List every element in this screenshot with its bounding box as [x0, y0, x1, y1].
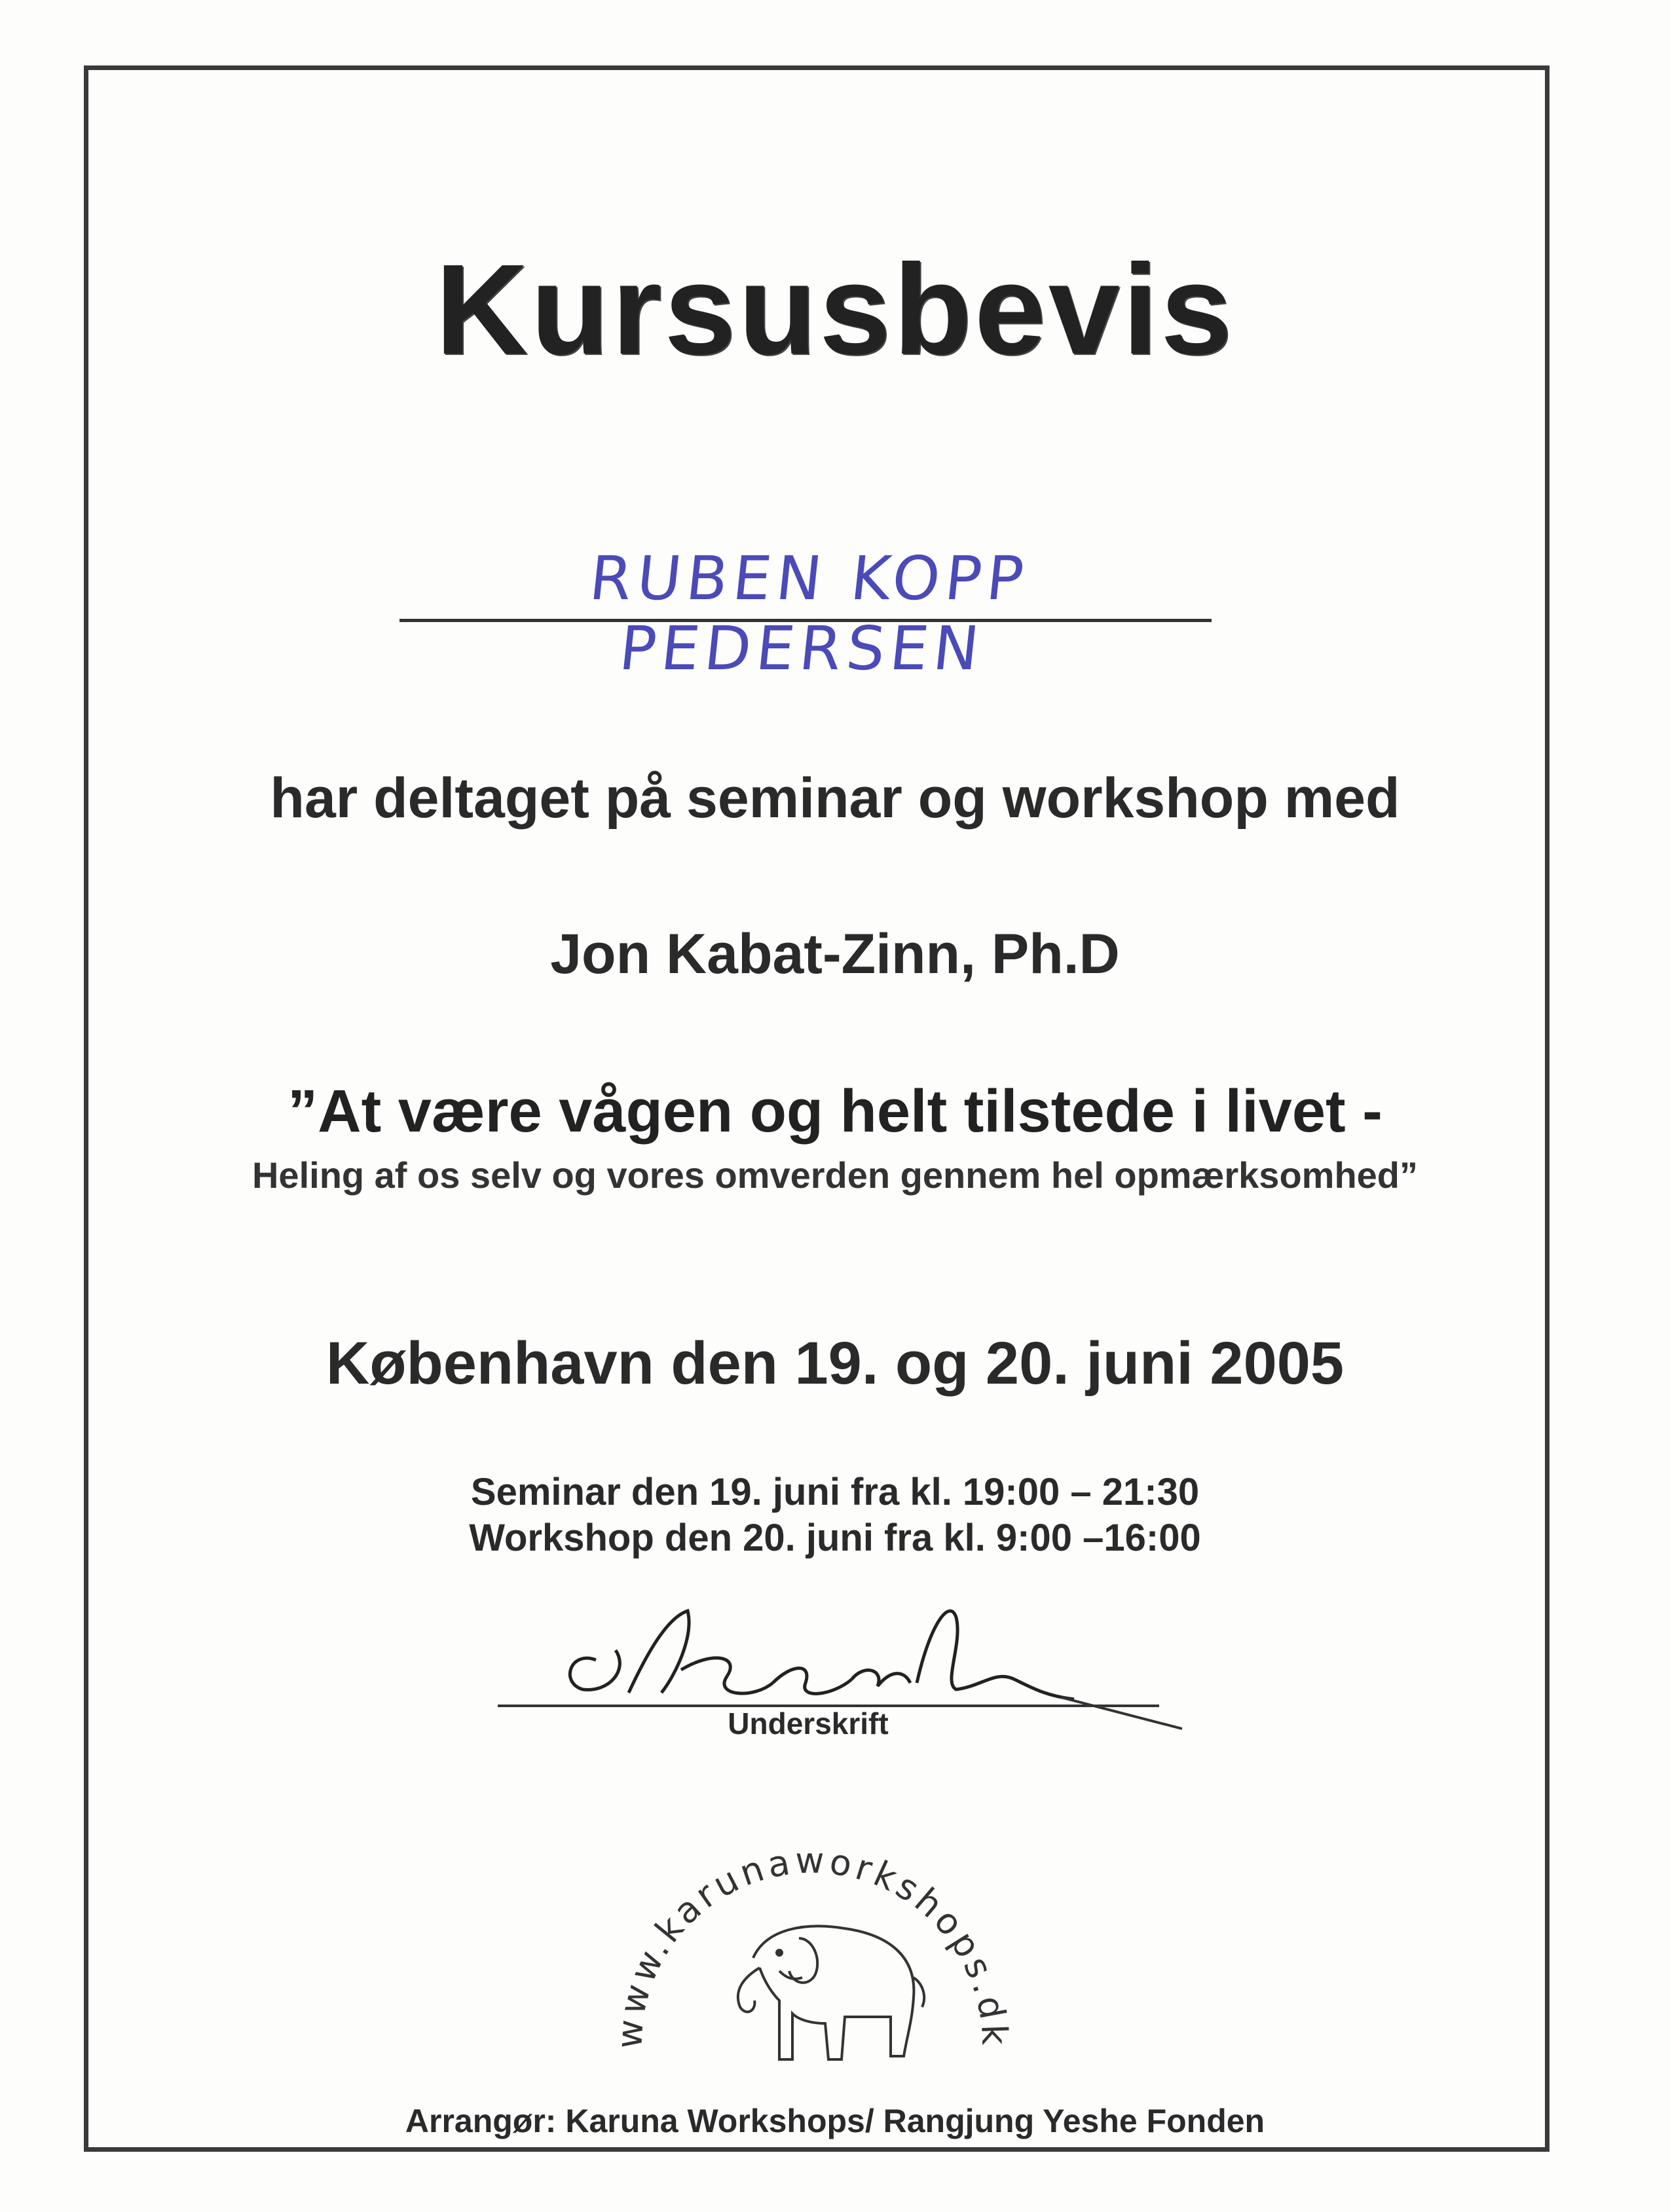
karuna-elephant-logo: [583, 1781, 1041, 2109]
recipient-name: RUBEN KOPP PEDERSEN: [586, 544, 1032, 684]
signature-label: Underskrift: [728, 1706, 889, 1741]
elephant-icon: [738, 1926, 924, 2059]
instructor-name: Jon Kabat-Zinn, Ph.D: [550, 923, 1120, 986]
logo-url-text: www.karunaworkshops.dk: [608, 1839, 1016, 2050]
certificate-title: Kursusbevis: [435, 238, 1235, 381]
recipient-underline: [399, 619, 1212, 622]
course-title: ”At være vågen og helt tilstede i livet -: [288, 1078, 1382, 1145]
recipient-field: [399, 544, 1212, 684]
schedule-seminar: Seminar den 19. juni fra kl. 19:00 – 21:30: [470, 1471, 1200, 1513]
participation-statement: har deltaget på seminar og workshop med: [270, 767, 1400, 830]
location-date: København den 19. og 20. juni 2005: [325, 1330, 1345, 1397]
organizer-footer: Arrangør: Karuna Workshops/ Rangjung Yeshe Fonden: [405, 2103, 1265, 2139]
course-subtitle: Heling af os selv og vores omverden gennem hel opmærksomhed”: [251, 1154, 1419, 1196]
schedule-workshop: Workshop den 20. juni fra kl. 9:00 –16:00: [469, 1517, 1201, 1559]
